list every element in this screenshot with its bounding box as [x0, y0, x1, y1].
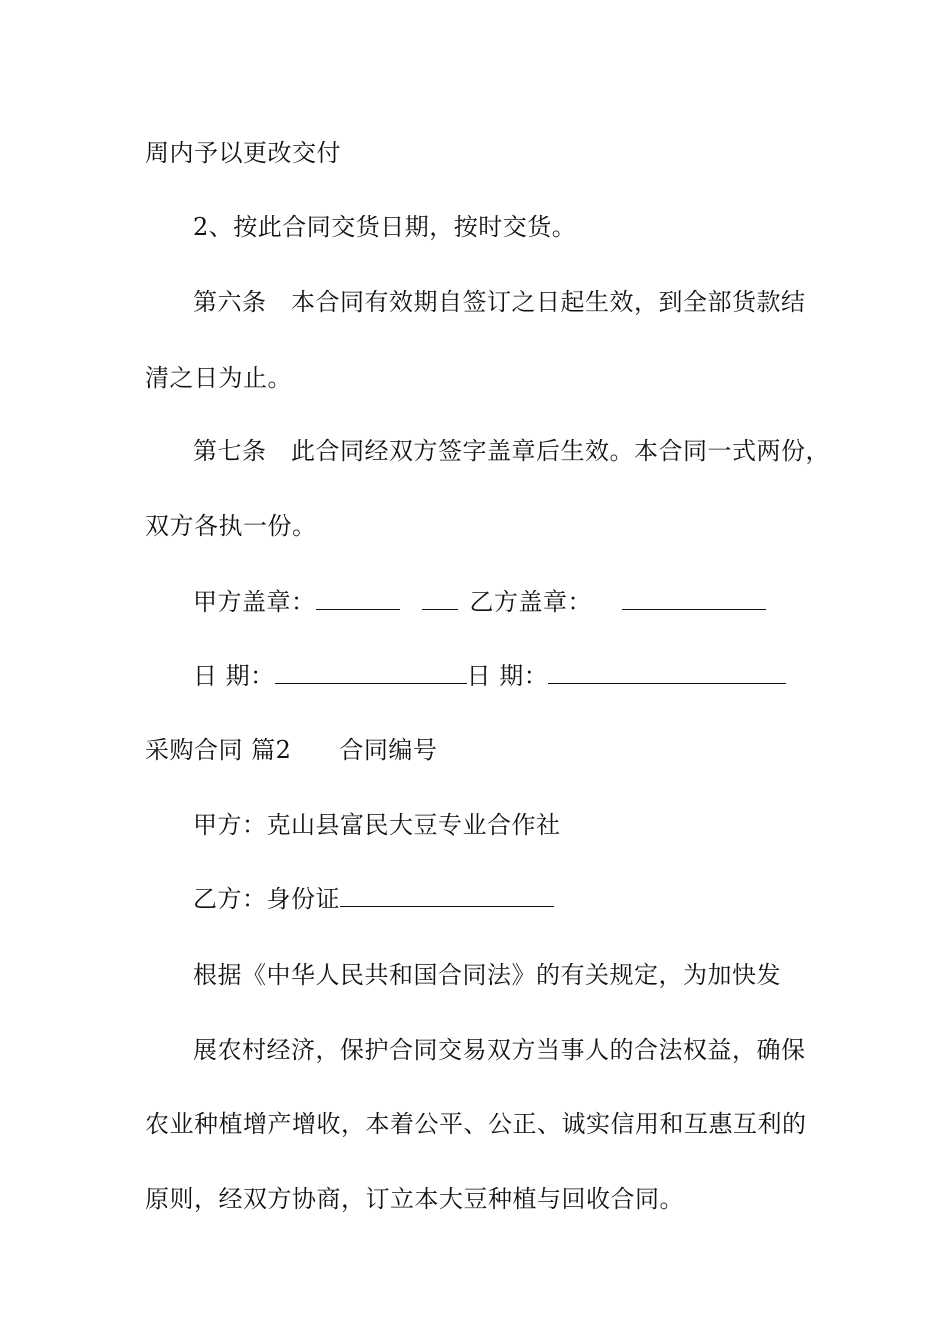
party-a-date-blank [275, 663, 467, 684]
article-7-line: 第七条 此合同经双方签字盖章后生效。本合同一式两份， [193, 437, 830, 465]
article-7-continuation: 双方各执一份。 [145, 512, 317, 540]
party-b-id-blank [340, 886, 554, 907]
preamble-line-1: 根据《中华人民共和国合同法》的有关规定，为加快发 [193, 961, 781, 989]
seal-line [193, 587, 766, 617]
party-a-seal-label: 甲方盖章： [193, 588, 316, 616]
clause-item-2: 2、按此合同交货日期，按时交货。 [193, 213, 577, 241]
party-a-seal-blank [316, 589, 400, 610]
party-a-line: 甲方：克山县富民大豆专业合作社 [193, 811, 561, 839]
contract-number-label: 合同编号 [339, 736, 438, 764]
article-6-line: 第六条 本合同有效期自签订之日起生效，到全部货款结 [193, 288, 806, 316]
party-b-date-label: 日 期： [466, 662, 549, 690]
party-b-line [193, 884, 554, 914]
preamble-line-2: 展农村经济，保护合同交易双方当事人的合法权益，确保 [193, 1036, 806, 1064]
preamble-line-4: 原则，经双方协商，订立本大豆种植与回收合同。 [145, 1185, 684, 1213]
party-b-seal-label: 乙方盖章： [469, 588, 592, 616]
party-b-id-label: 乙方：身份证 [193, 885, 340, 913]
date-line [193, 661, 786, 691]
preamble-line-3: 农业种植增产增收，本着公平、公正、诚实信用和互惠互利的 [145, 1110, 807, 1138]
section-heading [145, 735, 437, 765]
article-6-continuation: 清之日为止。 [145, 364, 292, 392]
party-b-date-blank [548, 663, 786, 684]
party-b-seal-blank [622, 589, 766, 610]
contract-title: 采购合同 篇2 [145, 736, 292, 764]
paragraph-line: 周内予以更改交付 [145, 139, 341, 167]
party-a-date-label: 日 期： [193, 662, 275, 690]
party-a-seal-blank-2 [422, 589, 458, 610]
